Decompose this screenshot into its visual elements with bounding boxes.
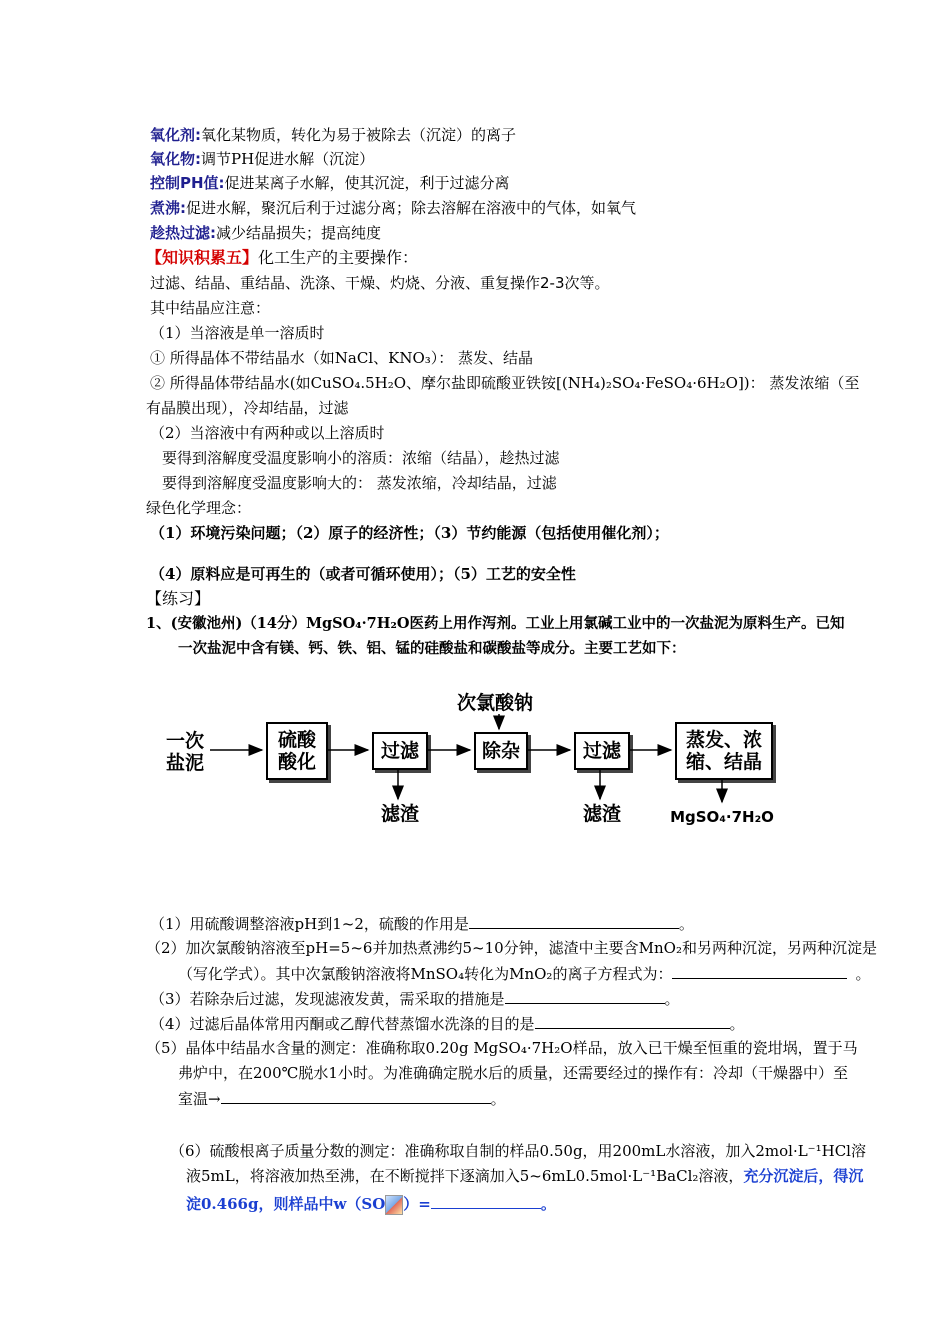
subq6-equals: ）=	[403, 1195, 431, 1213]
green-line2: （4）原料应是可再生的（或者可循环使用）；（5）工艺的安全性	[150, 565, 576, 583]
subq5-period: 。	[490, 1090, 506, 1108]
flow-box-crystallize-line1: 蒸发、浓	[685, 729, 762, 751]
subq5-text: 室温→	[178, 1090, 221, 1108]
subq1-period: 。	[678, 915, 694, 933]
section5-tag: 【知识积累五】	[146, 248, 259, 267]
flow-box-purify: 除杂	[474, 732, 528, 770]
subq6-line3	[186, 1192, 556, 1215]
flow-box-acidify-line1: 硫酸	[277, 729, 316, 751]
flow-box-crystallize-line2: 缩、结晶	[685, 751, 762, 773]
subq6-formula: 淀0.466g，则样品中w（SO	[186, 1195, 386, 1213]
subq5-line3	[178, 1087, 506, 1110]
answer-blank-2[interactable]	[672, 962, 847, 979]
subq5-line1: （5）晶体中结晶水含量的测定：准确称取0.20g MgSO₄·7H₂O样品，放入已干燥至恒重的瓷坩埚，置于马	[146, 1039, 858, 1057]
subq4-period: 。	[729, 1015, 745, 1033]
def-desc: 促进某离子水解，使其沉淀，利于过滤分离	[224, 174, 510, 192]
cryst-case1-a: ① 所得晶体不带结晶水（如NaCl、KNO₃）： 蒸发、结晶	[150, 349, 534, 367]
flow-residue1-label: 滤渣	[380, 803, 419, 825]
answer-blank-3[interactable]	[505, 987, 665, 1004]
green-line1: （1）环境污染问题；（2）原子的经济性；（3）节约能源（包括使用催化剂）；	[150, 524, 669, 542]
flow-box-filter2: 过滤	[574, 732, 630, 770]
def-desc: 调节PH促进水解（沉淀）	[201, 150, 375, 168]
def-term: 控制PH值:	[150, 174, 225, 192]
cryst-case1-b-cont: 有晶膜出现），冷却结晶，过滤	[146, 399, 349, 417]
q1-line2: 一次盐泥中含有镁、钙、铁、铝、锰的硅酸盐和碳酸盐等成分。主要工艺如下：	[178, 640, 686, 657]
subq5-line2: 弗炉中，在200℃脱水1小时。为准确确定脱水后的质量，还需要经过的操作有：冷却（干燥器中）至	[178, 1064, 848, 1082]
def-term: 趁热过滤:	[150, 224, 216, 242]
subq2-period: 。	[855, 965, 871, 983]
subq6-line2	[186, 1165, 863, 1187]
subq4-text: （4）过滤后晶体常用丙酮或乙醇代替蒸馏水洗涤的目的是	[150, 1015, 535, 1033]
subq2-line1: （2）加次氯酸钠溶液至pH=5~6并加热煮沸约5~10分钟，滤渣中主要含MnO₂和另两种沉淀，另两种沉淀是	[146, 939, 877, 957]
flow-box-filter1: 过滤	[372, 732, 428, 770]
flow-start-line2: 盐泥	[165, 752, 204, 774]
answer-blank-5[interactable]	[221, 1087, 491, 1104]
cryst-case1-b: ② 所得晶体带结晶水(如CuSO₄.5H₂O、摩尔盐即硫酸亚铁铵[(NH₄)₂SO₄·FeSO₄·6H₂O])： 蒸发浓缩（至	[150, 374, 860, 392]
subq2-text: （写化学式）。其中次氯酸钠溶液将MnSO₄转化为MnO₂的离子方程式为：	[178, 965, 673, 983]
def-term: 氧化剂:	[150, 126, 201, 144]
cryst-case1: （1）当溶液是单一溶质时	[150, 324, 325, 342]
answer-blank-6[interactable]	[431, 1192, 541, 1209]
flow-residue2-label: 滤渣	[582, 803, 621, 825]
subq3-text: （3）若除杂后过滤，发现滤液发黄，需采取的措施是	[150, 990, 505, 1008]
operations-list: 过滤、结晶、重结晶、洗涤、干燥、灼烧、分液、重复操作2-3次等。	[150, 274, 610, 292]
flow-reagent-label: 次氯酸钠	[456, 692, 533, 714]
broken-image-icon	[385, 1195, 403, 1215]
section5-title: 化工生产的主要操作：	[258, 248, 419, 267]
def-desc: 氧化某物质，转化为易于被除去（沉淀）的离子	[201, 126, 517, 144]
flow-product-label: MgSO₄·7H₂O	[670, 808, 774, 826]
cryst-case2-b: 要得到溶解度受温度影响大的： 蒸发浓缩，冷却结晶，过滤	[162, 474, 557, 492]
subq6-text: 液5mL，将溶液加热至沸，在不断搅拌下逐滴加入5~6mL0.5mol·L⁻¹BaCl₂溶液，	[186, 1167, 744, 1185]
answer-blank-4[interactable]	[535, 1012, 730, 1029]
subq6-period: 。	[540, 1195, 556, 1213]
cryst-case2: （2）当溶液中有两种或以上溶质时	[150, 424, 385, 442]
green-title: 绿色化学理念：	[146, 499, 252, 517]
subq6-highlight: 充分沉淀后，得沉	[743, 1167, 864, 1185]
subq2-line2	[178, 962, 870, 985]
def-desc: 促进水解，聚沉后利于过滤分离；除去溶解在溶液中的气体，如氧气	[186, 199, 637, 217]
cryst-case2-a: 要得到溶解度受温度影响小的溶质：浓缩（结晶），趁热过滤	[162, 449, 560, 467]
subq3	[150, 987, 680, 1010]
def-desc: 减少结晶损失；提高纯度	[216, 224, 382, 242]
subq1-text: （1）用硫酸调整溶液pH到1~2，硫酸的作用是	[150, 915, 469, 933]
flow-start-line1: 一次	[165, 730, 204, 752]
q1-line1: 1、(安徽池州)（14分）MgSO₄·7H₂O医药上用作泻剂。工业上用氯碱工业中的一次盐泥为原料生产。已知	[146, 615, 845, 632]
def-term: 氧化物:	[150, 150, 201, 168]
practice-heading: 【练习】	[146, 589, 211, 608]
answer-blank-1[interactable]	[469, 912, 679, 929]
subq6-line1: （6）硫酸根离子质量分数的测定：准确称取自制的样品0.50g，用200mL水溶液，加入2mol·L⁻¹HCl溶	[170, 1142, 866, 1160]
def-term: 煮沸:	[150, 199, 186, 217]
flow-box-acidify-line2: 酸化	[277, 751, 316, 773]
subq4	[150, 1012, 745, 1035]
subq1	[150, 912, 694, 935]
cryst-intro: 其中结晶应注意：	[150, 299, 271, 317]
subq3-period: 。	[664, 990, 680, 1008]
